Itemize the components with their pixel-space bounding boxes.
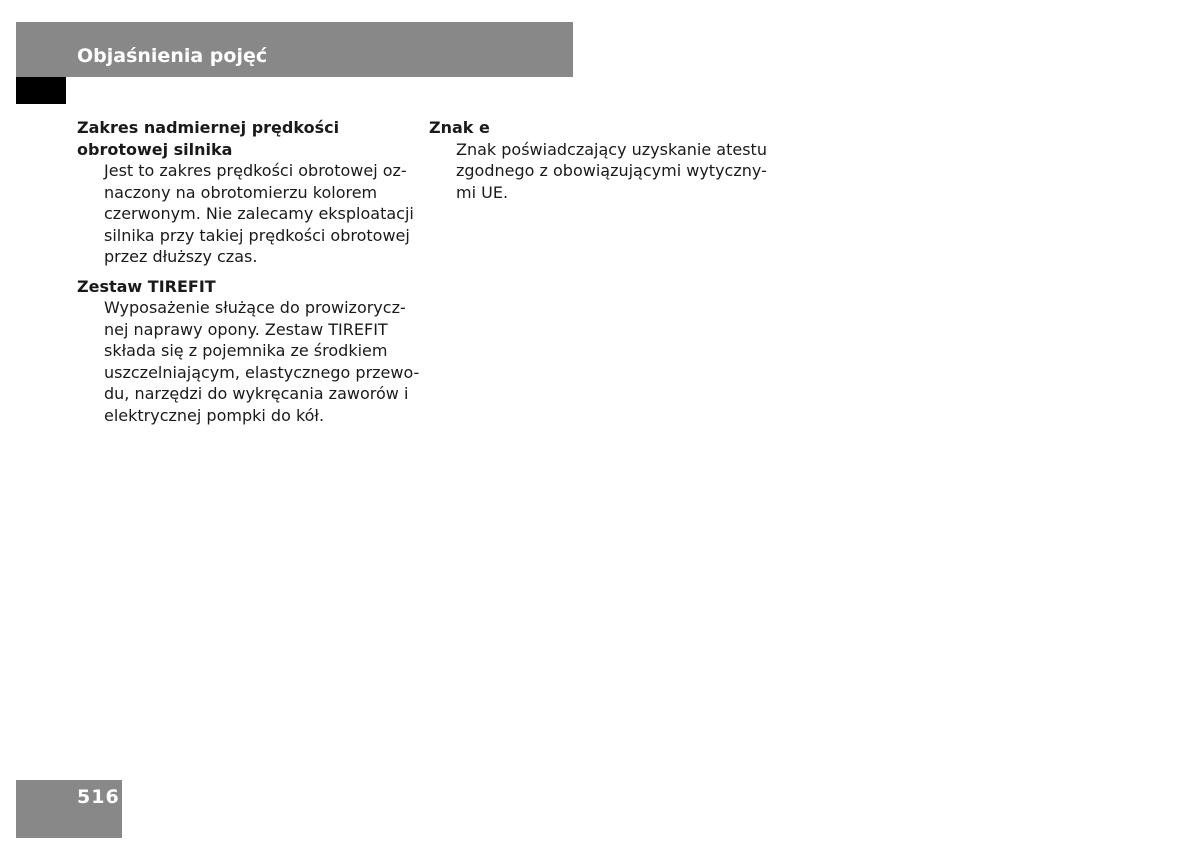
term-line: Zestaw TIREFIT xyxy=(77,276,216,296)
page-number: 516 xyxy=(77,786,120,808)
term-line: Zakres nadmiernej prędkości xyxy=(77,118,340,137)
definition-line: du, narzędzi do wykręcania zaworów i xyxy=(104,384,409,403)
glossary-column-right xyxy=(429,117,769,211)
section-marker-tab xyxy=(16,77,66,104)
definition-line: nej naprawy opony. Zestaw TIREFIT xyxy=(104,319,388,339)
glossary-definition xyxy=(429,139,769,204)
glossary-term xyxy=(77,117,417,160)
glossary-entry xyxy=(77,117,417,268)
section-header-bar xyxy=(16,22,573,77)
definition-line: naczony na obrotomierzu kolorem xyxy=(104,182,378,202)
definition-line: składa się z pojemnika ze środkiem xyxy=(104,341,388,360)
definition-line: Jest to zakres prędkości obrotowej oz- xyxy=(104,161,407,180)
glossary-definition xyxy=(77,297,420,426)
definition-line: zgodnego z obowiązującymi wytyczny- xyxy=(456,161,767,180)
glossary-term xyxy=(77,276,417,298)
definition-line: czerwonym. Nie zalecamy eksploatacji xyxy=(104,204,414,223)
section-title: Objaśnienia pojęć xyxy=(77,45,268,67)
definition-line: uszczelniającym, elastycznego przewo- xyxy=(104,362,420,382)
glossary-column-left xyxy=(77,117,420,434)
glossary-term xyxy=(429,117,769,139)
glossary-entry xyxy=(429,117,769,203)
definition-line: przez dłuższy czas. xyxy=(104,247,258,266)
glossary-definition xyxy=(77,160,417,268)
page-number-box xyxy=(16,780,122,838)
definition-line: mi UE. xyxy=(456,182,509,202)
definition-line: silnika przy takiej prędkości obrotowej xyxy=(104,225,410,245)
definition-line: elektrycznej pompki do kół. xyxy=(104,405,325,425)
definition-line: Wyposażenie służące do prowizorycz- xyxy=(104,298,406,317)
definition-line: Znak poświadczający uzyskanie atestu xyxy=(456,139,767,159)
term-line: Znak e xyxy=(429,118,490,137)
term-line: obrotowej silnika xyxy=(77,139,233,159)
glossary-entry xyxy=(77,276,420,427)
